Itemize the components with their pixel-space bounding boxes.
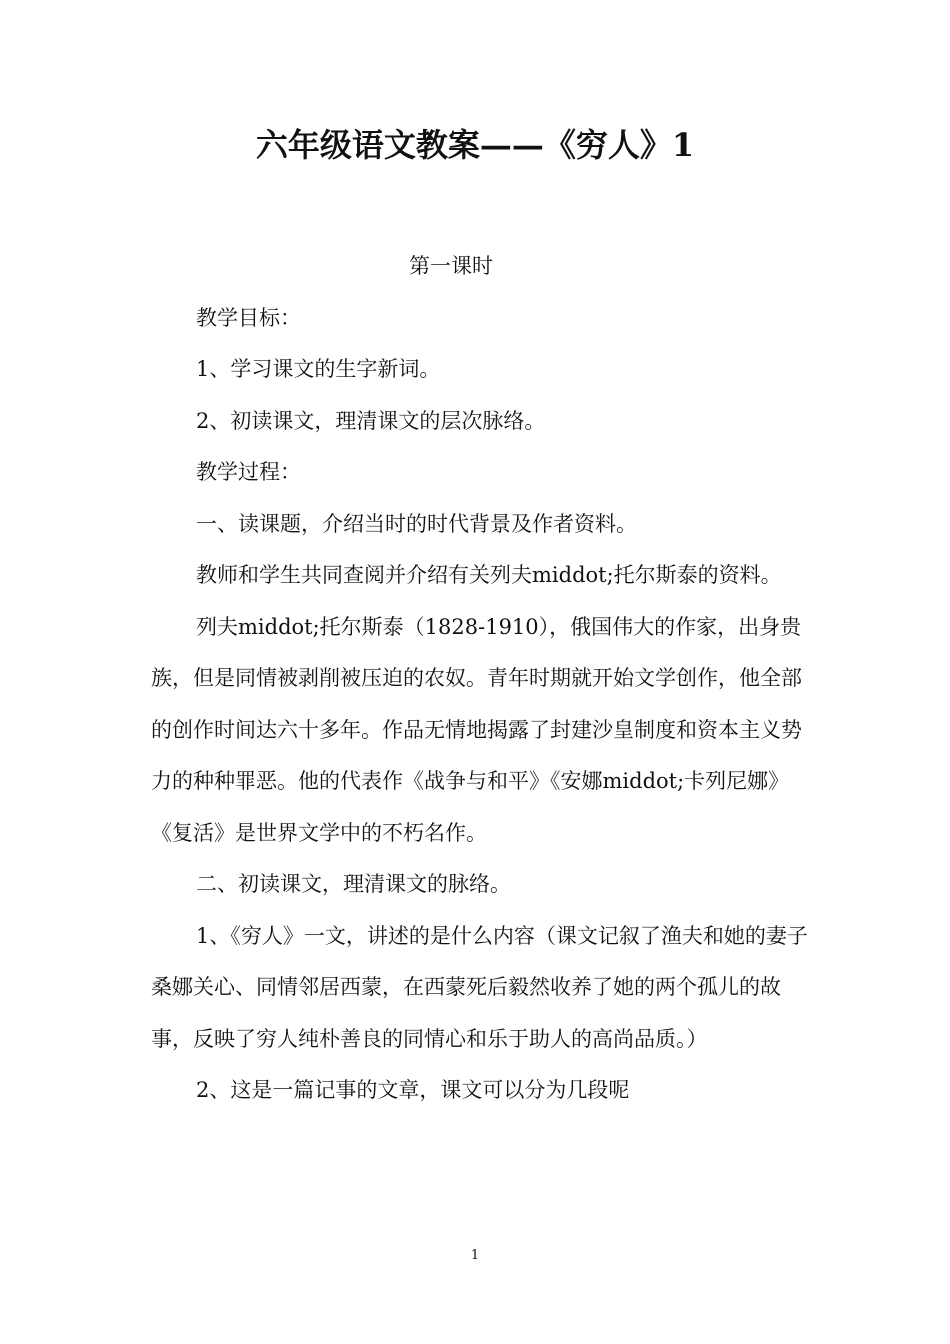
paragraph: 一、读课题，介绍当时的时代背景及作者资料。: [196, 511, 637, 536]
document-body: [151, 241, 811, 1117]
paragraph: 教学目标：: [196, 305, 301, 330]
page-number: 1: [470, 1248, 480, 1263]
section-heading: 第一课时: [409, 254, 493, 278]
paragraph: 二、初读课文，理清课文的脉络。: [196, 872, 511, 896]
paragraph: 2、这是一篇记事的文章，课文可以分为几段呢: [196, 1078, 630, 1102]
paragraph: 1、学习课文的生字新词。: [196, 357, 441, 381]
paragraph: 教学过程：: [196, 460, 301, 484]
paragraph: 1、《穷人》一文，讲述的是什么内容（课文记叙了渔夫和她的妻子桑娜关心、同情邻居西蒙，在西蒙死后毅然收养了她的两个孤儿的故事，反映了穷人纯朴善良的同情心和乐于助人的高尚品质。）: [151, 923, 808, 1051]
paragraph: 列夫middot;托尔斯泰（1828-1910），俄国伟大的作家，出身贵族，但是同情被剥削被压迫的农奴。青年时期就开始文学创作，他全部的创作时间达六十多年。作品无情地揭露了封建沙皇制度和资本主义势力的种种罪恶。他的代表作《战争与和平》《安娜middot;卡列尼娜》《复活》是世界文学中的不朽名作。: [151, 614, 802, 845]
paragraph: 2、初读课文，理清课文的层次脉络。: [196, 408, 546, 433]
document-title: 六年级语文教案——《穷人》1: [255, 126, 695, 164]
paragraph: 教师和学生共同查阅并介绍有关列夫middot;托尔斯泰的资料。: [196, 563, 782, 587]
